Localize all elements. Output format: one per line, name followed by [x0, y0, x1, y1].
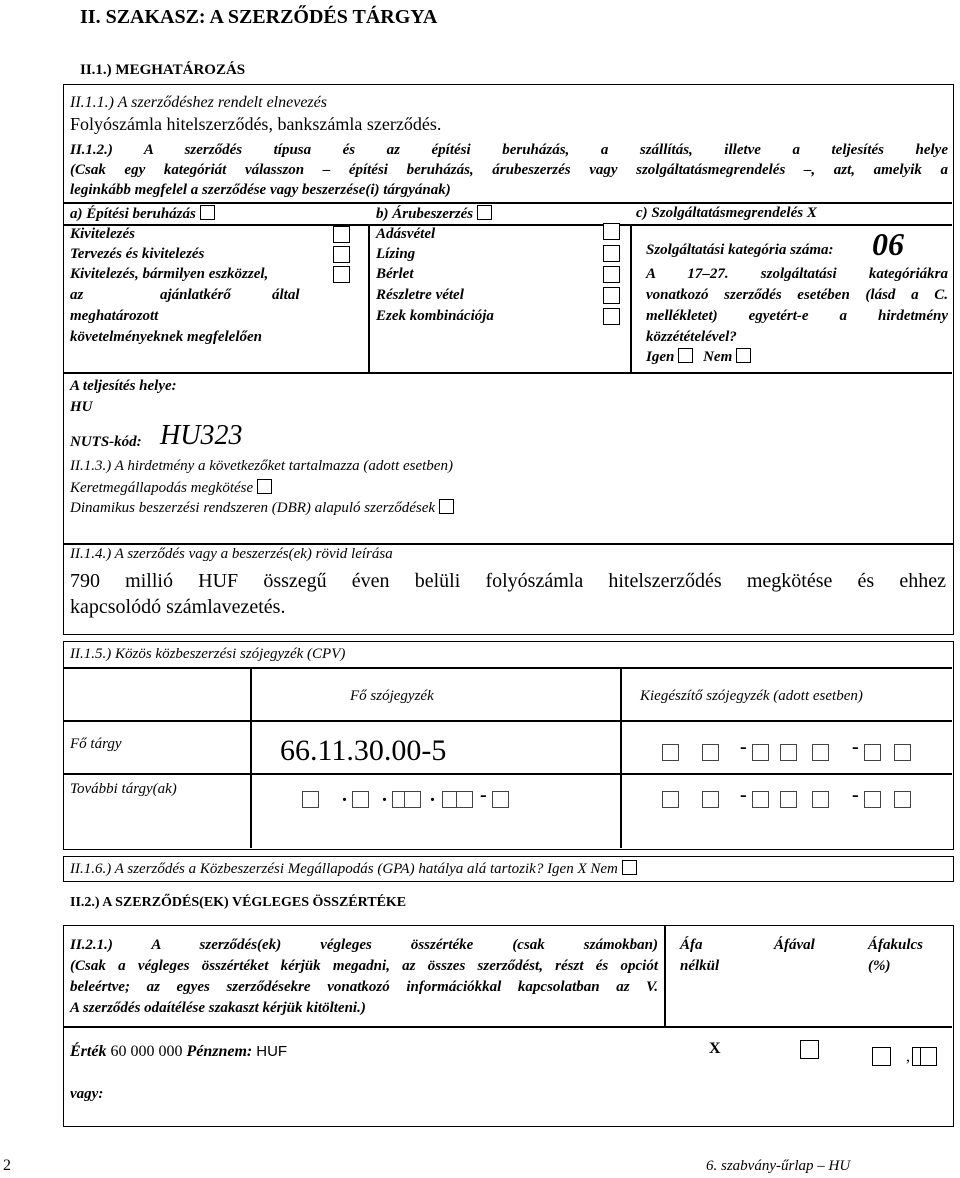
cpv-main-header: Fő szójegyzék	[350, 688, 434, 704]
cpv-box[interactable]	[492, 791, 509, 808]
col-vat-rate-2: (%)	[868, 958, 891, 974]
type-b-item-3-checkbox[interactable]	[603, 266, 620, 283]
type-a-item-3-checkbox[interactable]	[333, 266, 350, 283]
cpv-dash: -	[480, 784, 487, 806]
cpv-box[interactable]	[812, 744, 829, 761]
short-description-line-1: 790 millió HUF összegű éven belüli folyószámla hitelszerződés megkötése és ehhez	[70, 570, 946, 592]
col-vat-excl-2: nélkül	[680, 958, 720, 974]
service-category-label: Szolgáltatási kategória száma:	[646, 242, 834, 258]
cpv-dash: -	[852, 736, 859, 758]
dps-contracts-checkbox[interactable]	[439, 499, 454, 514]
type-a-item-3-cont-2: meghatározott	[70, 308, 159, 324]
cpv-main-code: 66.11.30.00-5	[280, 734, 447, 767]
type-a-item-1-checkbox[interactable]	[333, 226, 350, 243]
cpv-box[interactable]	[780, 791, 797, 808]
value-note-3: A szerződés odaítélése szakaszt kérjük kitölteni.)	[70, 1000, 366, 1016]
vat-rate-comma: ,	[906, 1048, 910, 1065]
col-vat-incl: Áfával	[774, 937, 815, 953]
type-a-item-3-cont-3: követelményeknek megfelelően	[70, 329, 263, 345]
field-value-elnevezes: Folyószámla hitelszerződés, bankszámla szerződés.	[70, 114, 442, 134]
type-a-item-2: Tervezés és kivitelezés	[70, 246, 205, 262]
cpv-box[interactable]	[780, 744, 797, 761]
gpa-question-text: II.1.6.) A szerződés a Közbeszerzési Megállapodás (GPA) hatálya alá tartozik? Igen X Nem	[70, 861, 618, 877]
cpv-main-row-label: Fő tárgy	[70, 736, 122, 752]
cpv-dash: -	[852, 784, 859, 806]
type-b-item-1: Adásvétel	[376, 226, 436, 242]
consent-no-label: Nem	[703, 349, 733, 365]
cpv-rule-header	[63, 720, 952, 722]
vat-rate-box-1[interactable]	[872, 1047, 891, 1066]
value-label: Érték	[70, 1043, 107, 1060]
subsection-heading-value: II.2.) A SZERZŐDÉS(EK) VÉGLEGES ÖSSZÉRTÉKE	[70, 895, 407, 910]
col-divider-2	[630, 224, 632, 372]
cpv-box[interactable]	[702, 744, 719, 761]
cpv-extra-header: Kiegészítő szójegyzék (adott esetben)	[640, 688, 863, 704]
dps-contracts-text: Dinamikus beszerzési rendszeren (DBR) alapuló szerződések	[70, 500, 436, 516]
cpv-box[interactable]	[894, 744, 911, 761]
vat-excl-mark: X	[709, 1040, 721, 1057]
contract-type-heading: II.1.2.) A szerződés típusa és az építési beruházás, a szállítás, illetve a teljesítés helye	[70, 142, 948, 158]
cpv-box[interactable]	[894, 791, 911, 808]
type-a-item-3-cont-left: az	[70, 287, 84, 303]
gpa-question	[70, 860, 637, 878]
type-b-label	[376, 205, 492, 223]
value-amount: 60 000 000	[110, 1043, 183, 1060]
type-b-item-2-checkbox[interactable]	[603, 245, 620, 262]
nuts-label: NUTS-kód:	[70, 434, 142, 450]
framework-agreement-checkbox[interactable]	[257, 479, 272, 494]
rule-types-top	[63, 202, 952, 204]
service-note-4: közzétételével?	[646, 329, 737, 345]
value-row	[70, 1043, 287, 1061]
cpv-rule-top	[63, 667, 952, 669]
publication-consent	[646, 348, 751, 366]
value-note-1: (Csak a végleges összértéket kérjük megadni, az összes szerződést, részt és opciót	[70, 958, 658, 974]
cpv-box[interactable]	[662, 791, 679, 808]
type-a-label	[70, 205, 215, 223]
cpv-dot: .	[430, 784, 435, 806]
cpv-rule-mid	[63, 773, 952, 775]
consent-no-checkbox[interactable]	[736, 348, 751, 363]
cpv-box[interactable]	[702, 791, 719, 808]
type-a-item-1: Kivitelezés	[70, 226, 135, 242]
or-label: vagy:	[70, 1086, 104, 1102]
subsection-heading-meghatarozas: II.1.) MEGHATÁROZÁS	[80, 62, 246, 78]
type-b-item-4: Részletre vétel	[376, 287, 464, 303]
cpv-box[interactable]	[404, 791, 421, 808]
short-description-label: II.1.4.) A szerződés vagy a beszerzés(ek) rövid leírása	[70, 546, 393, 562]
type-a-item-3: Kivitelezés, bármilyen eszközzel,	[70, 266, 269, 282]
type-b-text: b) Árubeszerzés	[376, 206, 474, 222]
contract-type-note-1: (Csak egy kategóriát válasszon – építési beruházás, árubeszerzés vagy szolgáltatásmegrendelés –, azt, amelyik a	[70, 162, 948, 178]
short-description-line-2: kapcsolódó számlavezetés.	[70, 596, 286, 618]
framework-agreement-text: Keretmegállapodás megkötése	[70, 480, 254, 496]
cpv-dot: .	[342, 784, 347, 806]
col-divider-1	[368, 224, 370, 372]
type-b-item-5: Ezek kombinációja	[376, 308, 494, 324]
cpv-box[interactable]	[864, 744, 881, 761]
service-category-value: 06	[872, 226, 904, 262]
value-divider	[664, 925, 666, 1026]
framework-agreement	[70, 479, 272, 497]
service-note-3: mellékletet) egyetért-e a hirdetmény	[646, 308, 948, 324]
consent-yes-checkbox[interactable]	[678, 348, 693, 363]
cpv-other-row-label: További tárgy(ak)	[70, 781, 177, 797]
cpv-divider-2	[620, 667, 622, 848]
cpv-box[interactable]	[752, 791, 769, 808]
type-a-checkbox[interactable]	[200, 205, 215, 220]
section-title: II. SZAKASZ: A SZERZŐDÉS TÁRGYA	[80, 6, 438, 28]
cpv-box[interactable]	[864, 791, 881, 808]
cpv-dash: -	[740, 736, 747, 758]
type-b-item-5-checkbox[interactable]	[603, 308, 620, 325]
gpa-no-checkbox[interactable]	[622, 860, 637, 875]
currency-label: Pénznem:	[186, 1043, 253, 1060]
vat-incl-checkbox[interactable]	[800, 1040, 819, 1059]
value-note-2: beleértve; az egyes szerződésekre vonatkozó információkkal kapcsolatban az V.	[70, 979, 658, 995]
value-heading: II.2.1.) A szerződés(ek) végleges összértéke (csak számokban)	[70, 937, 658, 953]
contract-type-note-2: leginkább megfelel a szerződése vagy beszerzése(i) tárgyának)	[70, 182, 451, 198]
type-a-item-3-cont-right: által	[272, 287, 300, 303]
rule-types-mid	[63, 224, 952, 226]
consent-yes-label: Igen	[646, 349, 675, 365]
cpv-box[interactable]	[352, 791, 369, 808]
place-value: HU	[70, 399, 93, 415]
type-b-item-2: Lízing	[376, 246, 416, 262]
service-note-2: vonatkozó szerződés esetében (lásd a C.	[646, 287, 948, 303]
cpv-dot: .	[382, 784, 387, 806]
value-rule	[63, 1026, 952, 1028]
type-a-item-2-checkbox[interactable]	[333, 246, 350, 263]
service-note-1: A 17–27. szolgáltatási kategóriákra	[646, 266, 948, 282]
vat-rate-box-3[interactable]	[920, 1047, 937, 1066]
notice-contents-label: II.1.3.) A hirdetmény a következőket tartalmazza (adott esetben)	[70, 458, 453, 474]
cpv-box[interactable]	[812, 791, 829, 808]
field-label-elnevezes: II.1.1.) A szerződéshez rendelt elnevezés	[70, 94, 327, 111]
form-name: 6. szabvány-űrlap – HU	[706, 1158, 851, 1174]
type-a-item-3-cont-mid: ajánlatkérő	[160, 287, 231, 303]
type-a-text: a) Építési beruházás	[70, 206, 196, 222]
type-b-item-4-checkbox[interactable]	[603, 287, 620, 304]
col-vat-excl-1: Áfa	[680, 937, 703, 953]
type-c-label: c) Szolgáltatásmegrendelés X	[636, 205, 817, 221]
cpv-dash: -	[740, 784, 747, 806]
page-number: 2	[3, 1157, 11, 1174]
rule-types-bottom	[63, 372, 952, 374]
type-b-item-3: Bérlet	[376, 266, 414, 282]
type-b-item-1-checkbox[interactable]	[603, 223, 620, 240]
col-vat-rate-1: Áfakulcs	[868, 937, 924, 953]
cpv-box[interactable]	[752, 744, 769, 761]
nuts-value: HU323	[160, 420, 243, 451]
cpv-box[interactable]	[456, 791, 473, 808]
place-label: A teljesítés helye:	[70, 378, 177, 394]
dps-contracts	[70, 499, 454, 517]
cpv-box[interactable]	[302, 791, 319, 808]
cpv-divider-1	[250, 667, 252, 848]
type-b-checkbox[interactable]	[477, 205, 492, 220]
cpv-label: II.1.5.) Közös közbeszerzési szójegyzék (CPV)	[70, 646, 346, 662]
currency-value: HUF	[256, 1043, 288, 1060]
cpv-box[interactable]	[662, 744, 679, 761]
